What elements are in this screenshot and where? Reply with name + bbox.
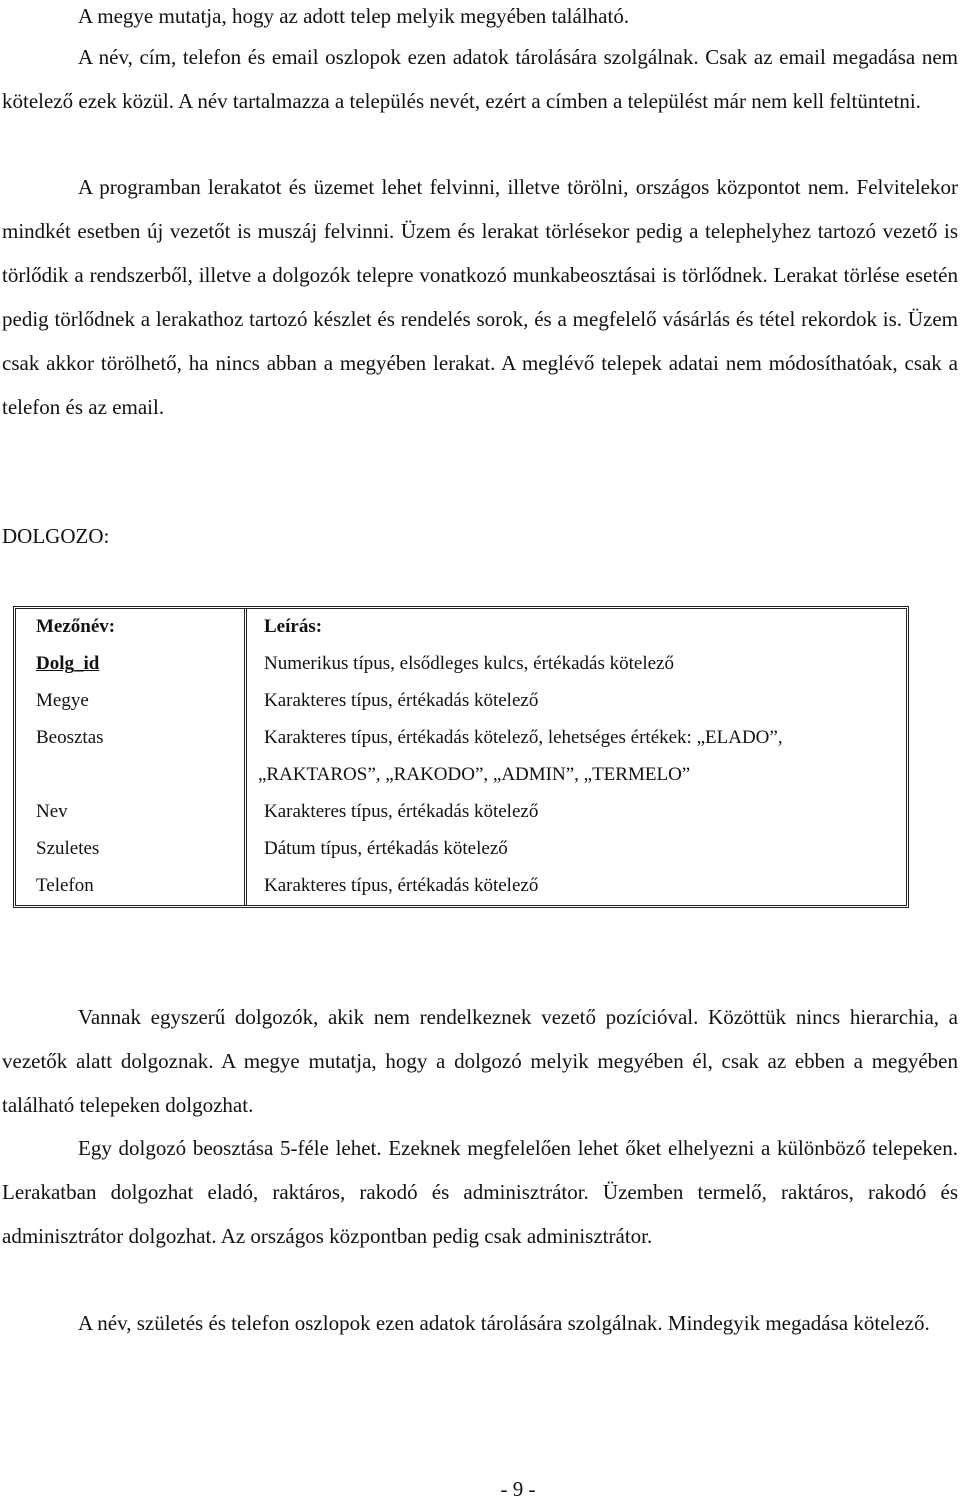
table-cell-field-telefon: Telefon <box>36 875 94 896</box>
page-number: - 9 - <box>500 1477 536 1501</box>
table-cell-desc-nev: Karakteres típus, értékadás kötelező <box>264 801 539 822</box>
paragraph-program-lerakat-uzem: A programban lerakatot és üzemet lehet felvinni, illetve törölni, országos központot nem. Felvitelekor mindkét esetben új vezetőt is muszáj felvinni. Üzem és lerakat törlésekor pedig a telephelyhez tartozó vezető is törlődik a rendszerből, illetve a dolgozók telepre vonatkozó munkabeosztásai is törlődnek. Lerakat törlése esetén pedig törlődnek a lerakathoz tartozó készlet és rendelés sorok, és a megfelelő vásárlás és tétel rekordok is. Üzem csak akkor törölhető, ha nincs abban a megyében lerakat. A meglévő telepek adatai nem módosíthatóak, csak a telefon és az email. <box>2 175 958 419</box>
paragraph-megye-telep: A megye mutatja, hogy az adott telep melyik megyében található. <box>78 4 630 28</box>
table-cell-field-dolg-id: Dolg_id <box>36 653 100 674</box>
paragraph-egyszeru-dolgozok: Vannak egyszerű dolgozók, akik nem rendelkeznek vezető pozícióval. Közöttük nincs hierarchia, a vezetők alatt dolgoznak. A megye mutatja, hogy a dolgozó melyik megyében él, csak az ebben a megyében található telepeken dolgozhat. <box>2 1005 958 1117</box>
table-header-desc: Leírás: <box>264 616 323 637</box>
table-cell-field-beosztas: Beosztas <box>36 727 104 748</box>
table-cell-field-megye: Megye <box>36 690 89 711</box>
table-cell-desc-szuletes: Dátum típus, értékadás kötelező <box>264 838 508 859</box>
table-header-field: Mezőnév: <box>36 616 116 637</box>
section-heading-dolgozo: DOLGOZO: <box>2 524 110 548</box>
paragraph-beosztas-5-fele: Egy dolgozó beosztása 5-féle lehet. Ezeknek megfelelően lehet őket elhelyezni a különböző telepeken. Lerakatban dolgozhat eladó, raktáros, rakodó és adminisztrátor. Üzemben termelő, raktáros, rakodó és adminisztrátor dolgozhat. Az országos központban pedig csak adminisztrátor. <box>2 1136 958 1248</box>
table-cell-desc-telefon: Karakteres típus, értékadás kötelező <box>264 875 539 896</box>
paragraph-nev-cim-telefon-email: A név, cím, telefon és email oszlopok ezen adatok tárolására szolgálnak. Csak az email megadása nem kötelező ezek közül. A név tartalmazza a település nevét, ezért a címben a települést már nem kell feltüntetni. <box>2 45 958 113</box>
table-column-divider <box>244 609 247 905</box>
table-cell-desc-dolg-id: Numerikus típus, elsődleges kulcs, értékadás kötelező <box>264 653 674 674</box>
field-table <box>13 606 909 908</box>
paragraph-nev-szuletes-telefon: A név, születés és telefon oszlopok ezen adatok tárolására szolgálnak. Mindegyik megadása kötelező. <box>78 1311 930 1335</box>
table-cell-desc-megye: Karakteres típus, értékadás kötelező <box>264 690 539 711</box>
table-cell-desc-beosztas: Karakteres típus, értékadás kötelező, lehetséges értékek: „ELADO”, <box>264 727 783 748</box>
table-cell-desc-beosztas-cont: „RAKTAROS”, „RAKODO”, „ADMIN”, „TERMELO” <box>258 764 691 785</box>
table-cell-field-szuletes: Szuletes <box>36 838 100 859</box>
table-cell-field-nev: Nev <box>36 801 68 822</box>
